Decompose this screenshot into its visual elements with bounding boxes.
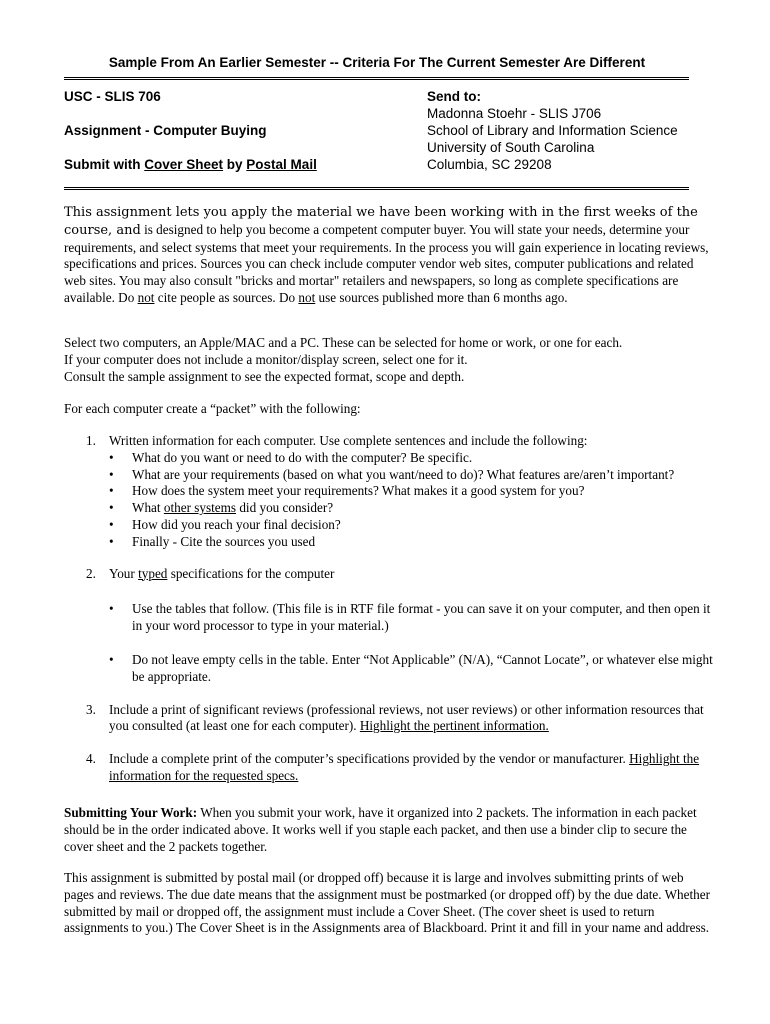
bullet-text: What do you want or need to do with the computer? Be specific. <box>132 449 473 465</box>
bullet-glyph: • <box>109 533 114 549</box>
typed-text: typed <box>138 565 168 581</box>
item-text: Written information for each computer. Use complete sentences and include the following: <box>109 433 588 448</box>
bullet-item <box>109 652 714 686</box>
bullet-text: What <box>132 500 164 516</box>
bullet-text: Finally - Cite the sources you used <box>132 533 316 549</box>
bullet-glyph: • <box>109 651 114 667</box>
page-title: Sample From An Earlier Semester -- Criteria For The Current Semester Are Different <box>108 55 646 70</box>
item-number: 3. <box>86 701 96 717</box>
other-systems-text: other systems <box>163 500 237 516</box>
list-item <box>64 433 714 551</box>
address-line: School of Library and Information Science <box>427 123 678 138</box>
send-to-label: Send to: <box>427 89 481 104</box>
bullet-glyph: • <box>109 516 114 532</box>
select-line: Select two computers, an Apple/MAC and a PC. These can be selected for home or work, or one for each. <box>64 335 623 350</box>
submit-by: by <box>223 157 247 172</box>
intro-not: not <box>298 289 316 305</box>
send-to-block <box>427 88 717 173</box>
submit-instructions <box>64 156 404 173</box>
bullet-glyph: • <box>109 601 114 617</box>
item-number: 2. <box>86 565 96 581</box>
list-item <box>64 751 714 785</box>
select-line: Consult the sample assignment to see the expected format, scope and depth. <box>64 368 465 384</box>
course-code: USC - SLIS 706 <box>64 89 161 104</box>
item-number: 1. <box>86 433 96 448</box>
intro-lead: This assignment lets you apply the material we have been working with in the first weeks of the course, and <box>64 205 698 238</box>
bullet-glyph: • <box>109 466 114 482</box>
item-text-part: Include a complete print of the computer’s specifications provided by the vendor or manufacturer. <box>109 751 630 767</box>
bullet-item <box>109 601 714 635</box>
address-line: University of South Carolina <box>427 140 595 155</box>
final-paragraph: This assignment is submitted by postal mail (or dropped off) because it is large and involves submitting prints of web pages and reviews. The due date means that the assignment must be postmarked (or dropped off) by the due date. Whether submitted by mail or dropped off, the assignment must include a Cover Sheet. (The cover sheet is used to return assignments to you.) The Cover Sheet is in the Assignments area of Blackboard. Print it and fill in your name and address. <box>64 870 710 936</box>
submitting-label: Submitting Your Work: <box>64 805 198 820</box>
submit-prefix: Submit with <box>64 157 145 172</box>
intro-text: is designed to help you become a competent computer buyer. You will state your needs, determine your requirements, and select systems that meet your requirements. In the process you will gain experience in locating reviews, specifications and prices. Sources you can check include computer vendor web sites, computer publications and related web sites. You may also consult "bricks and mortar" retailers and newspapers, so long as complete specifications are available. Do <box>64 221 709 305</box>
intro-paragraph <box>64 204 714 307</box>
bullet-text: Use the tables that follow. (This file is in RTF file format - you can save it on your computer, and then open it in your word processor to type in your material.) <box>132 601 711 634</box>
item-text-part: specifications for the computer <box>167 565 335 581</box>
highlight-note: Highlight the information for the requested specs. <box>109 751 700 783</box>
packet-intro: For each computer create a “packet” with the following: <box>64 401 361 416</box>
address-line: Columbia, SC 29208 <box>427 157 552 172</box>
bullet-item <box>109 517 714 534</box>
bullet-text: How did you reach your final decision? <box>132 516 341 532</box>
submitting-paragraph <box>64 805 714 855</box>
intro-text: cite people as sources. Do <box>154 289 299 305</box>
intro-text: use sources published more than 6 months ago. <box>315 289 568 305</box>
address-line: Madonna Stoehr - SLIS J706 <box>427 106 602 121</box>
item-text <box>109 566 714 583</box>
select-line: If your computer does not include a monitor/display screen, select one for it. <box>64 351 468 367</box>
bullet-text: did you consider? <box>236 500 334 516</box>
postal-mail-text: Postal Mail <box>246 157 317 172</box>
header-rule-bottom <box>64 187 689 190</box>
bullet-item <box>109 483 714 500</box>
bullet-item <box>109 450 714 467</box>
cover-sheet-text: Cover Sheet <box>144 157 224 172</box>
course-info <box>64 88 404 173</box>
assignment-name: Assignment - Computer Buying <box>64 123 267 138</box>
bullet-glyph: • <box>109 483 114 499</box>
list-item <box>64 566 714 686</box>
bullet-item <box>109 534 714 551</box>
bullet-item <box>109 500 714 517</box>
submitting-text: When you submit your work, have it organized into 2 packets. The information in each packet should be in the order indicated above. It works well if you staple each packet, and then use a binder clip to secure the cover sheet and the 2 packets together. <box>64 805 697 854</box>
intro-not: not <box>137 289 155 305</box>
item-number: 4. <box>86 751 96 767</box>
list-item <box>64 702 714 736</box>
items-list <box>64 433 714 785</box>
header-rule-top <box>64 77 689 80</box>
item-text-part: Your <box>109 565 139 581</box>
item-text-part: Include a print of significant reviews (professional reviews, not user reviews) or other information resources that you consulted (at least one for each computer). <box>109 701 704 734</box>
highlight-note: Highlight the pertinent information. <box>359 718 549 734</box>
select-paragraph <box>64 335 714 385</box>
bullet-glyph: • <box>109 500 114 516</box>
bullet-text: What are your requirements (based on what you want/need to do)? What features are/aren’t important? <box>132 466 675 482</box>
item-text <box>109 751 714 785</box>
bullet-item <box>109 467 714 484</box>
bullet-glyph: • <box>109 449 114 465</box>
item-text <box>109 702 714 736</box>
bullet-text: How does the system meet your requirements? What makes it a good system for you? <box>132 483 585 499</box>
bullet-text: Do not leave empty cells in the table. Enter “Not Applicable” (N/A), “Cannot Locate”, or whatever else might be appropriate. <box>132 651 713 684</box>
